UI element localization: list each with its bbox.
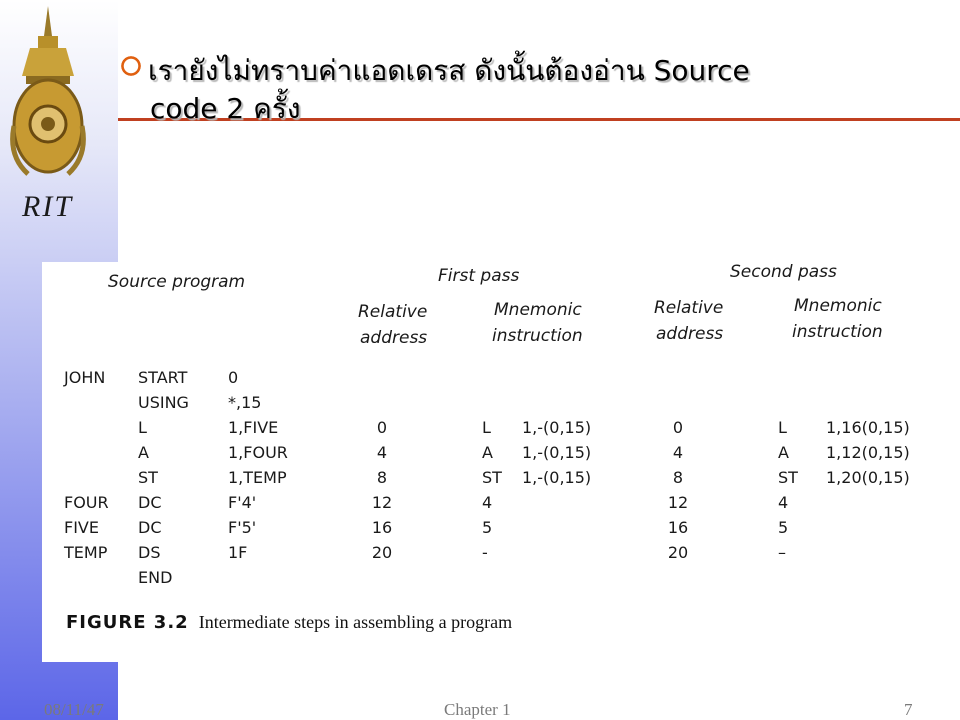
header-second-pass: Second pass [730, 262, 837, 282]
row-mnemonic-arg-2: 1,16(0,15) [826, 418, 910, 437]
footer-date: 08/11/47 [44, 700, 104, 719]
row-mnemonic-1: 4 [482, 493, 493, 512]
row-mnemonic-arg-1: 1,-(0,15) [522, 443, 592, 462]
header-mnemonic-2b: instruction [792, 322, 883, 342]
row-opcode: END [138, 568, 173, 587]
row-rel-address-1: 16 [371, 518, 393, 537]
header-relative-1b: address [360, 328, 428, 348]
row-opcode: START [138, 368, 188, 387]
row-mnemonic-arg-2: 1,12(0,15) [826, 443, 910, 462]
row-operand: F'5' [228, 518, 257, 537]
footer-page-number: 7 [904, 700, 913, 719]
header-relative-2a: Relative [654, 298, 724, 318]
row-operand: 1,FOUR [228, 443, 288, 462]
row-operand: 0 [228, 368, 239, 387]
row-opcode: ST [138, 468, 158, 487]
row-label: JOHN [64, 368, 106, 387]
row-mnemonic-arg-2: 1,20(0,15) [826, 468, 910, 487]
logo-text: RIT [22, 190, 73, 223]
row-rel-address-1: 0 [376, 418, 388, 437]
row-label: FIVE [64, 518, 99, 537]
figure-caption [66, 612, 512, 633]
title-line-2: code 2 ครั้ง [150, 92, 301, 125]
row-rel-address-2: 20 [667, 543, 689, 562]
header-mnemonic-1a: Mnemonic [494, 300, 582, 320]
row-mnemonic-2: – [778, 543, 786, 562]
slide-title [120, 52, 930, 128]
header-mnemonic-1b: instruction [492, 326, 583, 346]
row-rel-address-2: 0 [672, 418, 684, 437]
header-first-pass: First pass [438, 266, 520, 286]
row-label: FOUR [64, 493, 109, 512]
row-operand: 1,FIVE [228, 418, 279, 437]
row-opcode: A [138, 443, 149, 462]
row-operand: 1,TEMP [228, 468, 287, 487]
row-rel-address-2: 16 [667, 518, 689, 537]
row-mnemonic-2: A [778, 443, 789, 462]
header-source-program: Source program [108, 272, 246, 292]
row-operand: 1F [228, 543, 248, 562]
row-mnemonic-2: ST [778, 468, 798, 487]
row-mnemonic-1: ST [482, 468, 502, 487]
assembler-figure [42, 262, 960, 662]
caption-text: Intermediate steps in assembling a program [198, 612, 513, 632]
row-opcode: L [138, 418, 147, 437]
row-opcode: DS [138, 543, 161, 562]
row-label: TEMP [64, 543, 108, 562]
row-mnemonic-1: - [482, 543, 488, 562]
row-mnemonic-1: 5 [482, 518, 493, 537]
row-mnemonic-arg-1: 1,-(0,15) [522, 468, 592, 487]
caption-label: FIGURE 3.2 [66, 612, 189, 633]
row-mnemonic-2: 5 [778, 518, 789, 537]
row-rel-address-2: 12 [667, 493, 689, 512]
row-rel-address-1: 4 [376, 443, 388, 462]
row-opcode: DC [138, 518, 162, 537]
header-mnemonic-2a: Mnemonic [794, 296, 882, 316]
header-relative-1a: Relative [358, 302, 428, 322]
row-mnemonic-2: L [778, 418, 787, 437]
row-opcode: DC [138, 493, 162, 512]
header-relative-2b: address [656, 324, 724, 344]
row-operand: *,15 [228, 393, 262, 412]
row-mnemonic-2: 4 [778, 493, 789, 512]
row-rel-address-1: 8 [376, 468, 388, 487]
title-line-1: เรายังไม่ทราบค่าแอดเดรส ดังนั้นต้องอ่าน Source [148, 54, 750, 87]
row-operand: F'4' [228, 493, 257, 512]
bullet-icon [120, 55, 142, 77]
row-opcode: USING [138, 393, 189, 412]
row-rel-address-2: 4 [672, 443, 684, 462]
row-mnemonic-1: A [482, 443, 493, 462]
row-rel-address-2: 8 [672, 468, 684, 487]
row-rel-address-1: 12 [371, 493, 393, 512]
row-mnemonic-1: L [482, 418, 491, 437]
row-rel-address-1: 20 [371, 543, 393, 562]
row-mnemonic-arg-1: 1,-(0,15) [522, 418, 592, 437]
footer-chapter: Chapter 1 [444, 700, 511, 719]
university-emblem-icon [8, 6, 88, 186]
